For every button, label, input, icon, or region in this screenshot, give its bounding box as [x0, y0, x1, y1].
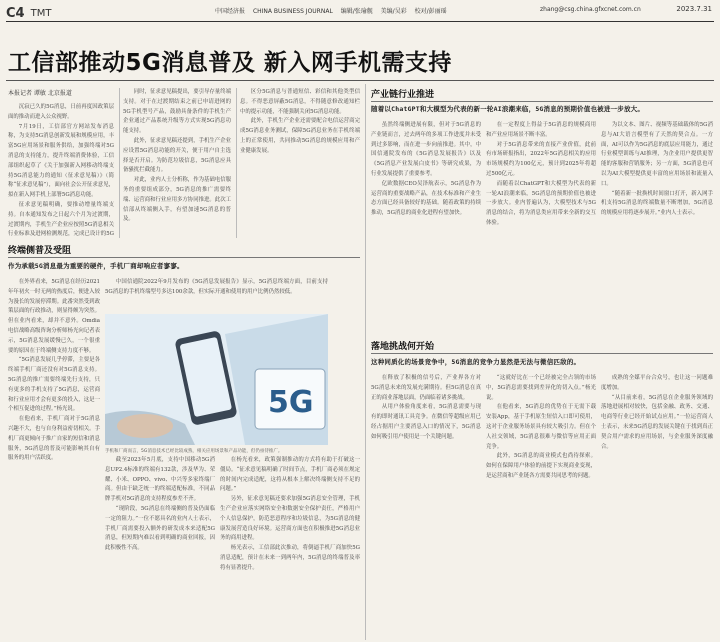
paragraph: 在他看来，手机厂商对于5G消息兴趣不大，也与自身利益密切相关。手机厂商更倾向于推广自家的短信和消息服务，5G消息的普及可能影响其自有服务的用户活跃度。: [8, 416, 100, 462]
section1-middle-column: [105, 456, 215, 638]
section3-heading: 落地挑战何开始: [371, 342, 435, 352]
contact-email[interactable]: zhang@csg.china.gfxcnet.com.cn: [540, 6, 641, 13]
paragraph: “这就好比在一个已经被完全占领的市场中，5G消息需要找到差异化的切入点。”杨光说。: [486, 375, 596, 401]
paragraph: 此外，手机生产企业还需要配合电信运营商完成5G消息业务测试，保障5G消息业务在手机终端上的正常使用，共同推动5G消息的规模应用和产业健康发展。: [240, 118, 360, 154]
paragraph: 在杨光看来，政策强制推动的方式将有助于打破这一僵局。“征求意见稿明确了时间节点，手机厂商必须在规定的时间内完成适配，这将从根本上解决终端侧支持不足的问题。”: [220, 457, 360, 493]
paragraph: 另外，征求意见稿还要求加强5G消息安全管理，手机生产企业应落实网络安全和数据安全保护责任，严格用户个人信息保护，防范恶意程序和垃圾信息，为5G消息的健康发展营造良好环境。运营商方面也在积极推进5G消息业务的商用进程。: [220, 496, 360, 542]
title-divider: [6, 80, 714, 81]
paper-name: 中国经济报: [215, 8, 246, 15]
paragraph: 亿欧数据CEO吴泽航表示，5G消息作为运营商的重要战略产品，在技术标准和产业生态方面已经具备较好的基础。随着政策的持续推动，5G消息的商业化进程有望加快。: [371, 180, 481, 217]
article-photo: [105, 314, 328, 445]
paragraph: 在一定程度上得益于5G消息的规模商用和产业应用场景不断丰富。: [486, 122, 596, 138]
paragraph: 在外界看来，5G消息在经历2021年年初火一时无两的热度后，便进入较为漫长的发展停滞期。此番突然受到政策层面的行政推动，则显得颇为突然。但在业内看来，却并不意外。Omdia电信战略高级咨询分析师杨光向记者表示，5G消息发展缓慢已久，一个很重要的原因在于终端侧支持力度不够。: [8, 279, 100, 354]
paragraph: 而随着以ChatGPT和大模型为代表的新一轮AI浪潮来临，5G消息的预期价值也被进一步放大。业内普遍认为，大模型技术与5G消息的结合，将为消息类应用带来全新的交互体验。: [486, 180, 596, 226]
paragraph: 此外，5G消息的商业模式也尚待探索。如何在保障用户体验的前提下实现商业变现，是运营商和产业链各方需要共同思考的问题。: [486, 453, 596, 479]
paragraph: 截至2023年5月底，支持中国移动5G消息UP2.4标准的终端有132款，涉及华为、荣耀、小米、OPPO、vivo、中兴等多家终端厂商。但由于缺乏统一的终端适配标准，不同品牌手机对5G消息的支持程度参差不齐。: [105, 457, 215, 503]
masthead-meta: [215, 6, 453, 15]
paragraph: 对于5G消息带来的直接产业价值，此前有市场研报指出，2022年5G消息相关的应用市场规模约为100亿元，预计到2025年将超过500亿元。: [486, 141, 596, 177]
paper-name-en: CHINA BUSINESS JOURNAL: [252, 8, 333, 15]
paragraph: 同时，征求意见稿提出，要引导存量终端支持。对于在过渡期结束之前已申请进网的5G手机型号产品，鼓励具备条件的手机生产企业通过产品系统升级等方式实现5G消息功能支持。: [123, 89, 231, 135]
column-divider: [236, 88, 237, 238]
paragraph: 此外，征求意见稿还提到，手机生产企业应设置5G消息功能的开关，便于用户自主选择是否开启。为防范垃圾信息，5G消息应具备骚扰拦截能力。: [123, 137, 231, 174]
paragraph: 对此，业内人士分析称，作为基础电信服务的重要组成部分，5G消息的推广需要终端、运营商和行业应用多方协同推进。此次工信部从终端侧入手，有望加速5G消息的普及。: [123, 177, 231, 223]
middle-column: [123, 88, 231, 238]
paragraph: 沉寂已久的5G消息，日前再度因政策层面的推动而进入公众视野。: [8, 104, 114, 120]
section1-deck: 作为承载5G消息最为重要的硬件，手机厂商却响应者寥寥。: [8, 262, 184, 270]
section2-deck: 随着以ChatGPT和大模型为代表的新一轮AI浪潮来临，5G消息的预期价值也被进一步放大。: [371, 105, 645, 113]
designer-credit: 美编/吴彩: [380, 8, 407, 15]
paragraph: “随着新一批换机时间窗口打开，新入网手机支持5G消息的终端数量不断增加，5G消息的规模应用将逐步展开。”业内人士表示。: [601, 190, 713, 217]
section3-column-1: [371, 374, 481, 638]
photo-caption: 手机和厂商而言，5G消息技术已经比较成熟，相关应用场景和产品功能，但仍亟待推广。: [105, 449, 283, 454]
right-column: [240, 88, 360, 238]
paragraph: 在释放了积极的信号后，产业界各方对5G消息未来的发展充满期待。但5G消息在真正的商业落地层面，仍面临着诸多挑战。: [371, 375, 481, 401]
proofreader-credit: 校对/彭丽瑶: [414, 8, 447, 15]
paragraph: 区分5G消息与普通短信、彩信和其他类型信息。不得恶意屏蔽5G消息，不得随意修改通知栏中的提示功能，不能强制关闭5G消息功能。: [240, 89, 360, 115]
section3-column-2: [486, 374, 596, 638]
section2-heading: 产业链行业推进: [371, 90, 435, 100]
section1-heading: 终端侧普及受阻: [8, 246, 72, 256]
article-title: 工信部推动5G消息普及 新入网手机需支持: [8, 50, 452, 76]
column-divider: [119, 88, 120, 238]
paragraph: 中国信通院2022年9月发布的《5G消息发展报告》显示，5G消息终端方面，目前支持5G消息的手机终端型号多达100余款，但实际开通和使用的用户比例仍然较低。: [105, 279, 328, 295]
section2-column-2: [486, 121, 596, 333]
paragraph: 成熟的全媒平台合众号，也让这一问题难度增加。: [601, 375, 713, 391]
paragraph: “5G消息发展几乎停滞，主要是各终端手机厂商还没有对5G消息支持。5G消息的推广需要终端先行支持，只有更多的手机支持了5G消息，运营商和行业应用才会有更多的投入，这是一个相互促进的过程。”杨光说。: [8, 357, 100, 413]
section-code: C4: [6, 6, 25, 21]
section1-rule: [8, 257, 360, 258]
5g-badge: 5G: [268, 385, 314, 420]
section2-rule: [371, 101, 713, 102]
paragraph: “现阶段，5G消息在终端侧的普及仍面临一定的阻力。”一位不愿具名的业内人士表示，手机厂商需要投入额外的研发成本来适配5G消息，但短期内难以看到明确的商业回报，因此积极性不高。: [105, 505, 215, 552]
paragraph: 杨光表示，工信部此次推动，将倒逼手机厂商加快5G消息适配，预计在未来一到两年内，5G消息的终端普及率将有显著提升。: [220, 545, 360, 571]
paragraph: 征求意见稿明确，要推动增量终端支持。自本通知发布之日起六个月为过渡期，过渡期内，手机生产企业应按照5G消息相关行业标准及进网检测规范，完成已设计的5G: [8, 201, 114, 238]
section2-column-1: [371, 121, 481, 333]
lead-column: [8, 103, 114, 239]
section2-column-3: [601, 121, 713, 333]
paragraph: 从用户体验角度来看，5G消息需要与现有的即时通讯工具竞争。在微信等超级应用已经占据用户主要消息入口的情况下，5G消息如何吸引用户使用是一个关键问题。: [371, 404, 481, 440]
photo-illustration: [105, 314, 328, 445]
section1-right-column: [220, 456, 360, 638]
issue-date: 2023.7.31: [676, 5, 712, 13]
section3-column-3: [601, 374, 713, 638]
editor-credit: 编辑/张瑜舰: [340, 8, 373, 15]
paragraph: 在他看来，5G消息的优势在于无需下载安装App，基于手机原生短信入口即可使用，这对于企业服务场景具有较大吸引力。但在个人社交领域，5G消息很难与微信等应用正面竞争。: [486, 404, 596, 450]
paragraph: 为以文本、图片、视频等基础载体的5G消息与AI大语言模型有了天然的契合点。一方面，AI可以作为5G消息的底层应用能力，通过行业模型训练与AI推理，为企业用户提供更智能的客服和营销服务；另一方面，5G消息也可以为AI大模型提供更丰富的应用场景和流量入口。: [601, 122, 713, 187]
section-name: TMT: [30, 8, 52, 19]
section3-deck: 这种同质化的场景竞争中，5G消息的竞争力显然是无法与微信匹敌的。: [371, 358, 581, 366]
paragraph: “从目前来看，5G消息在企业服务领域的落地进展相对较快，包括金融、政务、交通、电商等行业已经开始试点应用。”一位运营商人士表示，未来5G消息的发展关键在于找到真正契合用户需求的应用场景，与企业服务深度融合。: [601, 394, 713, 450]
section3-rule: [371, 353, 713, 354]
paragraph: 7月19日，工信部官方网站发布消息称，为支持5G消息创新发展和规模应用，丰富5G应用场景和服务供给，加强终端对5G消息的支持能力，提升终端消费体验，工信部组织起草了《关于加强新入网移动终端支持5G消息能力的通知（征求意见稿）》（简称“征求意见稿”），面向社会公开征求意见，拟在新入网手机上部署5G消息功能。: [8, 123, 114, 199]
byline: 本报记者 谭敏 北京报道: [8, 90, 72, 97]
section1-top-text: [105, 278, 328, 312]
page-column-divider: [365, 84, 366, 640]
section1-left-column: [8, 278, 100, 638]
paragraph: 虽然终端侧进展有限，但对于5G消息的产业链而言，过去两年的多项工作进度并未受到过多影响，而在进一步向前推进。其中，中国信通院发布的《5G消息发展报告》以及《5G消息产业发展白皮书》等研究成果，为行业发展提供了重要参考。: [371, 122, 481, 177]
